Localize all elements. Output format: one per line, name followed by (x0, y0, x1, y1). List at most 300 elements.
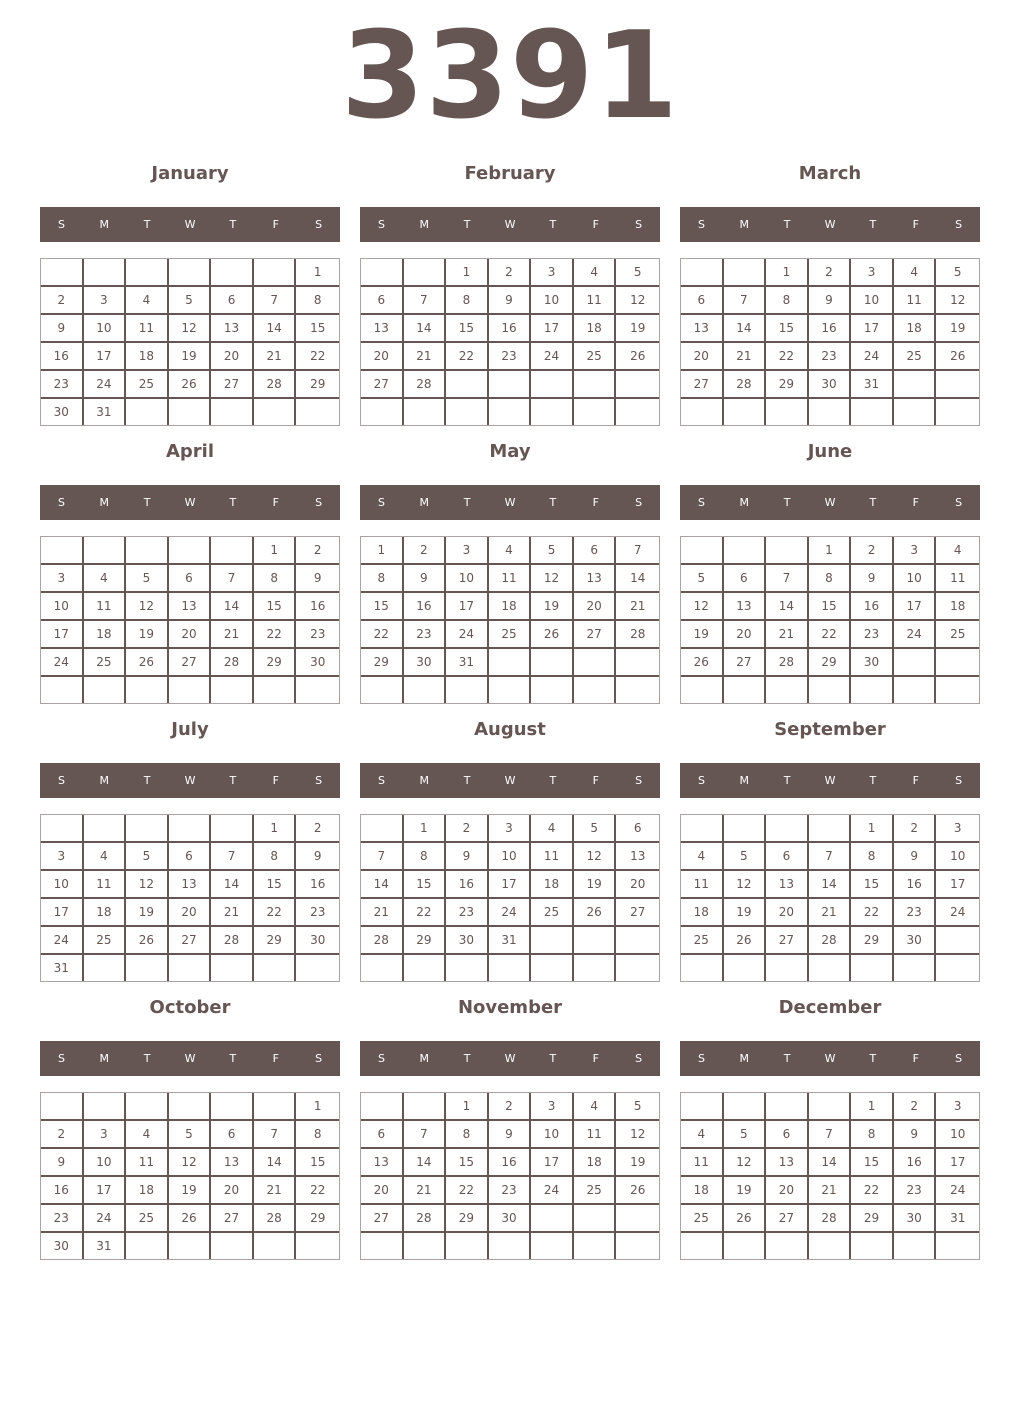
day-cell (211, 955, 254, 981)
day-cell (766, 815, 809, 843)
day-cell (84, 1093, 127, 1121)
day-cell (531, 955, 574, 981)
weekday-label: F (272, 1052, 279, 1065)
month-title: September (774, 719, 886, 740)
month-title: January (151, 163, 229, 184)
day-cell (894, 955, 937, 981)
weekday-label: T (143, 1052, 151, 1065)
day-cell: 18 (126, 1177, 169, 1205)
day-cell: 7 (404, 287, 447, 315)
day-grid (680, 258, 980, 426)
day-cell: 4 (126, 287, 169, 315)
day-cell: 11 (574, 287, 617, 315)
day-cell: 14 (766, 593, 809, 621)
day-cell: 21 (404, 343, 447, 371)
weekday-label: W (184, 496, 196, 509)
day-cell: 11 (894, 287, 937, 315)
day-cell: 26 (681, 649, 724, 677)
day-cell: 29 (766, 371, 809, 399)
weekday-label: S (697, 1052, 705, 1065)
day-cell: 22 (446, 343, 489, 371)
day-cell: 27 (211, 1205, 254, 1233)
day-cell: 21 (361, 899, 404, 927)
day-cell (126, 815, 169, 843)
day-cell: 8 (404, 843, 447, 871)
day-cell: 24 (41, 927, 84, 955)
day-cell: 16 (446, 871, 489, 899)
day-cell: 17 (41, 621, 84, 649)
day-cell: 14 (809, 871, 852, 899)
day-cell: 28 (404, 371, 447, 399)
weekday-label: S (697, 496, 705, 509)
day-cell: 15 (446, 1149, 489, 1177)
weekday-header-bar (40, 485, 340, 520)
weekday-label: S (635, 774, 643, 787)
day-cell (616, 649, 659, 677)
day-cell (169, 1233, 212, 1259)
day-cell: 29 (809, 649, 852, 677)
day-cell: 6 (361, 287, 404, 315)
day-cell (724, 815, 767, 843)
day-cell (296, 399, 339, 425)
day-cell (809, 399, 852, 425)
day-cell: 10 (851, 287, 894, 315)
day-cell (404, 259, 447, 287)
weekday-label: T (143, 218, 151, 231)
weekday-header-bar (680, 207, 980, 242)
day-cell: 1 (851, 815, 894, 843)
day-cell: 24 (531, 1177, 574, 1205)
day-cell: 17 (851, 315, 894, 343)
day-cell (446, 677, 489, 703)
day-cell (616, 955, 659, 981)
day-cell: 21 (254, 343, 297, 371)
day-cell: 29 (361, 649, 404, 677)
day-cell: 11 (84, 871, 127, 899)
day-cell: 27 (169, 649, 212, 677)
day-grid (360, 814, 660, 982)
day-cell: 17 (894, 593, 937, 621)
day-cell (531, 677, 574, 703)
day-cell (361, 1093, 404, 1121)
day-cell: 30 (296, 649, 339, 677)
day-cell: 19 (724, 899, 767, 927)
day-cell: 26 (169, 371, 212, 399)
day-cell: 15 (809, 593, 852, 621)
day-cell: 3 (84, 1121, 127, 1149)
day-cell (126, 1233, 169, 1259)
weekday-label: S (635, 496, 643, 509)
day-cell: 19 (681, 621, 724, 649)
month-title: April (165, 441, 215, 462)
day-cell: 19 (724, 1177, 767, 1205)
day-cell: 9 (296, 843, 339, 871)
day-cell (574, 1233, 617, 1259)
day-cell: 9 (41, 315, 84, 343)
day-cell: 9 (894, 843, 937, 871)
day-cell: 24 (851, 343, 894, 371)
day-cell (681, 955, 724, 981)
day-cell: 5 (724, 843, 767, 871)
day-cell: 27 (574, 621, 617, 649)
day-cell: 20 (766, 899, 809, 927)
day-cell: 28 (724, 371, 767, 399)
weekday-label: T (463, 218, 471, 231)
day-cell (84, 955, 127, 981)
day-cell: 18 (574, 315, 617, 343)
day-cell: 10 (41, 593, 84, 621)
day-cell: 1 (446, 1093, 489, 1121)
day-cell (616, 1233, 659, 1259)
day-cell: 18 (84, 621, 127, 649)
day-cell (531, 399, 574, 425)
day-cell: 19 (126, 899, 169, 927)
weekday-header-bar (40, 763, 340, 798)
weekday-label: F (592, 218, 599, 231)
day-cell: 5 (126, 843, 169, 871)
day-cell (851, 677, 894, 703)
weekday-label: S (377, 1052, 385, 1065)
day-cell: 28 (766, 649, 809, 677)
weekday-label: M (419, 218, 430, 231)
day-cell: 26 (126, 649, 169, 677)
day-cell (766, 1093, 809, 1121)
day-cell: 23 (296, 899, 339, 927)
day-cell (724, 677, 767, 703)
day-cell: 14 (404, 1149, 447, 1177)
day-cell: 2 (41, 1121, 84, 1149)
day-cell: 10 (84, 1149, 127, 1177)
weekday-label: F (912, 1052, 919, 1065)
day-cell: 9 (489, 1121, 532, 1149)
day-cell: 13 (574, 565, 617, 593)
day-cell: 5 (616, 259, 659, 287)
day-cell (126, 955, 169, 981)
weekday-header-bar (40, 207, 340, 242)
weekday-label: M (739, 1052, 750, 1065)
day-grid (680, 536, 980, 704)
weekday-label: T (869, 218, 877, 231)
day-cell (361, 399, 404, 425)
day-cell: 15 (254, 871, 297, 899)
day-cell: 24 (936, 1177, 979, 1205)
weekday-label: F (272, 496, 279, 509)
day-cell: 18 (84, 899, 127, 927)
day-cell: 10 (489, 843, 532, 871)
day-cell: 15 (254, 593, 297, 621)
day-cell: 9 (404, 565, 447, 593)
day-cell: 23 (894, 1177, 937, 1205)
day-cell (851, 399, 894, 425)
weekday-label: W (184, 1052, 196, 1065)
day-cell (446, 371, 489, 399)
weekday-label: S (635, 1052, 643, 1065)
day-cell: 23 (489, 1177, 532, 1205)
day-cell: 22 (296, 1177, 339, 1205)
day-cell (404, 1093, 447, 1121)
day-cell: 14 (254, 315, 297, 343)
day-grid (680, 1092, 980, 1260)
day-cell: 31 (489, 927, 532, 955)
day-cell (361, 1233, 404, 1259)
weekday-label: F (912, 218, 919, 231)
weekday-label: S (697, 218, 705, 231)
day-cell: 4 (894, 259, 937, 287)
day-cell: 18 (681, 1177, 724, 1205)
day-cell (936, 1233, 979, 1259)
day-cell: 1 (404, 815, 447, 843)
weekday-label: S (315, 218, 323, 231)
day-cell (84, 537, 127, 565)
day-cell (681, 1233, 724, 1259)
day-cell: 12 (936, 287, 979, 315)
day-cell: 7 (724, 287, 767, 315)
day-cell (296, 955, 339, 981)
day-cell: 20 (681, 343, 724, 371)
weekday-label: T (783, 496, 791, 509)
day-cell (211, 1233, 254, 1259)
day-cell: 23 (809, 343, 852, 371)
day-cell: 4 (936, 537, 979, 565)
day-cell: 23 (404, 621, 447, 649)
day-cell: 26 (616, 343, 659, 371)
day-cell: 16 (41, 1177, 84, 1205)
weekday-label: T (869, 1052, 877, 1065)
day-cell (531, 371, 574, 399)
day-cell: 13 (766, 871, 809, 899)
day-cell: 12 (724, 1149, 767, 1177)
weekday-label: T (229, 218, 237, 231)
month-title: June (807, 441, 853, 462)
day-cell: 2 (851, 537, 894, 565)
day-cell (766, 677, 809, 703)
day-cell: 16 (851, 593, 894, 621)
day-cell: 13 (724, 593, 767, 621)
day-cell: 19 (531, 593, 574, 621)
day-cell: 15 (446, 315, 489, 343)
day-cell (724, 1093, 767, 1121)
day-cell: 3 (489, 815, 532, 843)
day-cell: 3 (531, 259, 574, 287)
day-cell (489, 649, 532, 677)
day-cell: 26 (531, 621, 574, 649)
weekday-label: T (229, 496, 237, 509)
day-cell: 17 (84, 1177, 127, 1205)
day-cell: 26 (616, 1177, 659, 1205)
weekday-label: T (463, 1052, 471, 1065)
day-cell (531, 1205, 574, 1233)
day-cell: 21 (211, 899, 254, 927)
day-cell (809, 677, 852, 703)
day-cell: 12 (616, 1121, 659, 1149)
day-cell: 4 (681, 843, 724, 871)
day-cell: 27 (724, 649, 767, 677)
day-cell: 12 (616, 287, 659, 315)
day-cell (169, 537, 212, 565)
day-cell: 12 (126, 593, 169, 621)
day-cell: 11 (84, 593, 127, 621)
day-grid (360, 536, 660, 704)
day-cell: 24 (41, 649, 84, 677)
day-cell: 26 (724, 927, 767, 955)
weekday-label: S (955, 774, 963, 787)
day-cell (574, 955, 617, 981)
day-cell: 8 (851, 843, 894, 871)
day-cell: 12 (681, 593, 724, 621)
day-cell: 4 (574, 1093, 617, 1121)
day-cell (211, 677, 254, 703)
day-cell (766, 399, 809, 425)
day-cell: 28 (809, 1205, 852, 1233)
weekday-label: S (377, 496, 385, 509)
day-cell (531, 1233, 574, 1259)
day-cell: 8 (361, 565, 404, 593)
weekday-label: S (57, 774, 65, 787)
day-cell (211, 537, 254, 565)
day-cell: 22 (809, 621, 852, 649)
day-cell: 12 (126, 871, 169, 899)
day-cell: 28 (361, 927, 404, 955)
day-cell (616, 371, 659, 399)
day-cell: 24 (936, 899, 979, 927)
month-title: November (457, 997, 563, 1018)
day-cell: 14 (361, 871, 404, 899)
day-cell: 14 (616, 565, 659, 593)
day-cell: 26 (126, 927, 169, 955)
day-cell (169, 955, 212, 981)
day-cell: 9 (41, 1149, 84, 1177)
day-cell: 28 (211, 649, 254, 677)
month-title: May (489, 441, 531, 462)
day-cell (681, 677, 724, 703)
day-grid (40, 536, 340, 704)
day-cell: 6 (681, 287, 724, 315)
day-cell: 4 (489, 537, 532, 565)
weekday-label: T (783, 218, 791, 231)
day-cell: 20 (169, 899, 212, 927)
day-cell: 21 (404, 1177, 447, 1205)
day-cell: 7 (404, 1121, 447, 1149)
day-cell: 1 (361, 537, 404, 565)
day-cell (616, 677, 659, 703)
day-cell: 29 (404, 927, 447, 955)
day-cell: 12 (169, 1149, 212, 1177)
day-cell: 27 (361, 371, 404, 399)
day-cell (574, 649, 617, 677)
day-cell: 8 (766, 287, 809, 315)
day-cell: 2 (489, 1093, 532, 1121)
day-cell (254, 677, 297, 703)
day-cell (616, 927, 659, 955)
weekday-label: T (549, 496, 557, 509)
day-cell (574, 927, 617, 955)
weekday-label: W (824, 774, 836, 787)
weekday-label: M (419, 1052, 430, 1065)
day-cell: 10 (84, 315, 127, 343)
day-cell: 5 (531, 537, 574, 565)
day-cell (766, 955, 809, 981)
day-cell: 16 (894, 1149, 937, 1177)
weekday-label: W (504, 496, 516, 509)
day-cell: 5 (616, 1093, 659, 1121)
weekday-label: S (955, 496, 963, 509)
day-cell: 5 (169, 1121, 212, 1149)
day-cell: 30 (894, 1205, 937, 1233)
day-cell: 8 (851, 1121, 894, 1149)
day-cell: 10 (41, 871, 84, 899)
day-cell: 5 (681, 565, 724, 593)
day-cell: 23 (296, 621, 339, 649)
weekday-label: F (272, 218, 279, 231)
day-cell: 29 (851, 1205, 894, 1233)
day-cell (254, 955, 297, 981)
weekday-label: F (912, 496, 919, 509)
day-cell (489, 371, 532, 399)
day-cell: 19 (169, 343, 212, 371)
day-cell: 31 (84, 1233, 127, 1259)
day-cell: 12 (724, 871, 767, 899)
day-cell: 4 (574, 259, 617, 287)
day-cell (724, 955, 767, 981)
day-cell: 16 (296, 871, 339, 899)
weekday-label: W (824, 1052, 836, 1065)
weekday-label: M (99, 1052, 110, 1065)
day-cell: 23 (446, 899, 489, 927)
day-cell (681, 815, 724, 843)
day-cell (254, 1233, 297, 1259)
weekday-label: S (377, 218, 385, 231)
day-cell (489, 955, 532, 981)
day-cell: 29 (296, 1205, 339, 1233)
day-cell: 22 (766, 343, 809, 371)
day-cell: 4 (84, 843, 127, 871)
day-cell (404, 399, 447, 425)
day-cell (84, 259, 127, 287)
day-grid (40, 1092, 340, 1260)
day-cell: 12 (574, 843, 617, 871)
day-cell: 19 (616, 315, 659, 343)
day-cell: 2 (296, 537, 339, 565)
day-cell (531, 649, 574, 677)
day-cell: 3 (894, 537, 937, 565)
day-cell: 22 (446, 1177, 489, 1205)
day-cell (446, 1233, 489, 1259)
day-cell: 14 (211, 593, 254, 621)
day-cell: 1 (254, 537, 297, 565)
day-cell: 2 (894, 815, 937, 843)
day-cell: 1 (296, 1093, 339, 1121)
day-cell: 25 (681, 927, 724, 955)
day-cell: 24 (446, 621, 489, 649)
weekday-label: T (143, 496, 151, 509)
day-cell (296, 1233, 339, 1259)
day-cell: 25 (531, 899, 574, 927)
day-cell (766, 537, 809, 565)
day-cell: 24 (84, 1205, 127, 1233)
day-cell: 1 (766, 259, 809, 287)
day-cell: 19 (936, 315, 979, 343)
weekday-label: S (57, 218, 65, 231)
day-cell: 16 (489, 1149, 532, 1177)
weekday-header-bar (680, 763, 980, 798)
day-cell: 31 (851, 371, 894, 399)
day-cell: 3 (41, 843, 84, 871)
day-cell: 13 (681, 315, 724, 343)
day-cell: 2 (809, 259, 852, 287)
day-cell: 8 (296, 287, 339, 315)
day-cell: 6 (574, 537, 617, 565)
day-cell (936, 399, 979, 425)
